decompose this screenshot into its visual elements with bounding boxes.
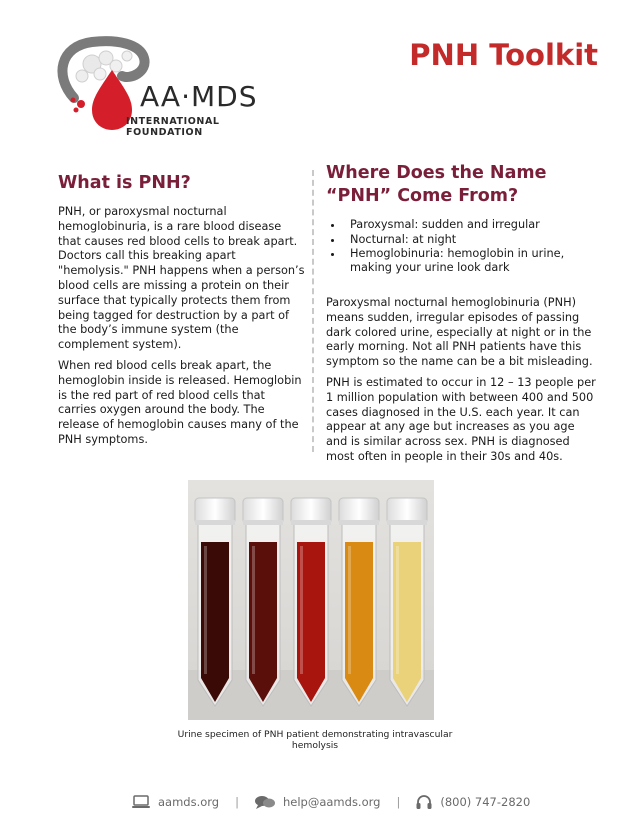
logo-org-name: AA·MDS [140, 80, 258, 113]
what-is-pnh-paragraph-2: When red blood cells break apart, the hemoglobin inside is released. Hemoglobin is the red part of red blood cells that carries oxygen around the body. The release of hemoglobin causes many of the PNH symptoms. [58, 358, 302, 446]
email-text: help@aamds.org [282, 795, 381, 809]
aamds-logo [52, 36, 297, 136]
name-origin-paragraph-2: PNH is estimated to occur in 12 – 13 people per 1 million population with between 400 and 500 cases diagnosed in the U.S. each year. It can appear at any age but increases as you age and is similar across sex. PNH is diagnosed most often in people in their 30s and 40s. [326, 375, 596, 463]
list-item: • Nocturnal: at night [344, 233, 598, 247]
name-origin-section [326, 162, 598, 471]
photo-caption: Urine specimen of PNH patient demonstrating intravascular hemolysis [177, 729, 453, 751]
chat-bubbles-icon [255, 795, 275, 809]
what-is-pnh-paragraph-1: PNH, or paroxysmal nocturnal hemoglobinuria, is a rare blood disease that causes red blood cells to break apart. Doctors call this breaking apart "hemolysis." PNH happens when a person’s blood cells are missing a protein on their surface that typically protects them from being tagged for destruction by a part of the body’s immune system (the complement system). [58, 205, 305, 352]
list-item: • Hemoglobinuria: hemoglobin in urine, making your urine look dark [344, 247, 598, 274]
footer-separator: | [396, 795, 401, 809]
specimen-tube [387, 498, 427, 706]
column-divider [312, 170, 314, 452]
name-origin-paragraph-1: Paroxysmal nocturnal hemoglobinuria (PNH) means sudden, irregular episodes of passing dark colored urine, especially at night or in the early morning. Not all PNH patients have this symptom so the name can be a bit misleading. [326, 296, 593, 369]
email-link[interactable] [255, 795, 380, 809]
urine-specimen-photo [188, 480, 434, 720]
what-is-pnh-heading: What is PNH? [58, 173, 191, 193]
headset-icon [416, 794, 432, 810]
specimen-tube [195, 498, 235, 706]
website-text: aamds.org [158, 795, 220, 809]
name-origin-heading: Where Does the Name “PNH” Come From? [326, 163, 547, 206]
website-link[interactable] [132, 795, 219, 809]
name-meaning-list [326, 218, 598, 274]
specimen-tube [243, 498, 283, 706]
what-is-pnh-section [58, 172, 306, 454]
logo-org-subtitle: INTERNATIONAL FOUNDATION [126, 116, 220, 138]
footer-contact [132, 792, 532, 812]
specimen-tube [339, 498, 379, 706]
phone-text: (800) 747-2820 [440, 795, 531, 809]
phone-link[interactable] [416, 794, 530, 810]
footer-separator: | [235, 795, 239, 809]
laptop-icon [132, 795, 150, 809]
specimen-tubes-image [188, 480, 434, 720]
list-item: • Paroxysmal: sudden and irregular [344, 218, 598, 232]
page-title: PNH Toolkit [409, 38, 598, 72]
specimen-tube [291, 498, 331, 706]
